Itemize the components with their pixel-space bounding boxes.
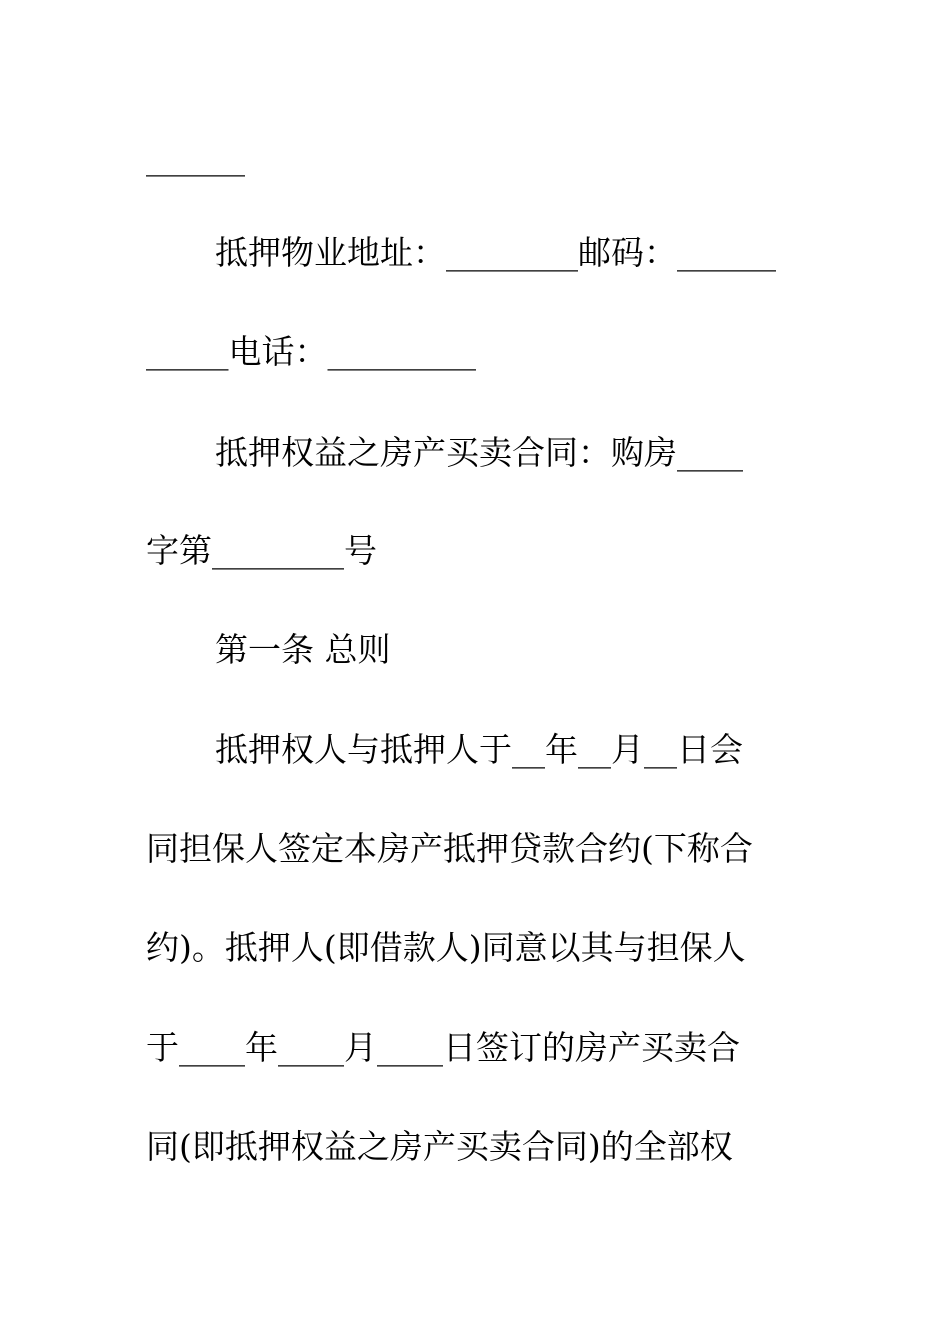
body-line-4: 于____年____月____日签订的房产买卖合 (146, 1028, 740, 1067)
phone-line: _____电话：_________ (146, 332, 476, 371)
text-line-1: ______ (146, 138, 245, 177)
mortgage-property-address-line: 抵押物业地址：________邮码：______ (215, 233, 776, 272)
body-line-1: 抵押权人与抵押人于__年__月__日会 (215, 730, 743, 769)
body-line-5: 同(即抵押权益之房产买卖合同)的全部权 (146, 1127, 733, 1166)
body-line-3: 约)。抵押人(即借款人)同意以其与担保人 (146, 928, 746, 967)
body-line-2: 同担保人签定本房产抵押贷款合约(下称合 (146, 829, 753, 868)
purchase-contract-line: 抵押权益之房产买卖合同：购房____ (215, 433, 743, 472)
article-one-heading: 第一条 总则 (215, 630, 391, 669)
contract-number-line: 字第________号 (146, 531, 377, 570)
